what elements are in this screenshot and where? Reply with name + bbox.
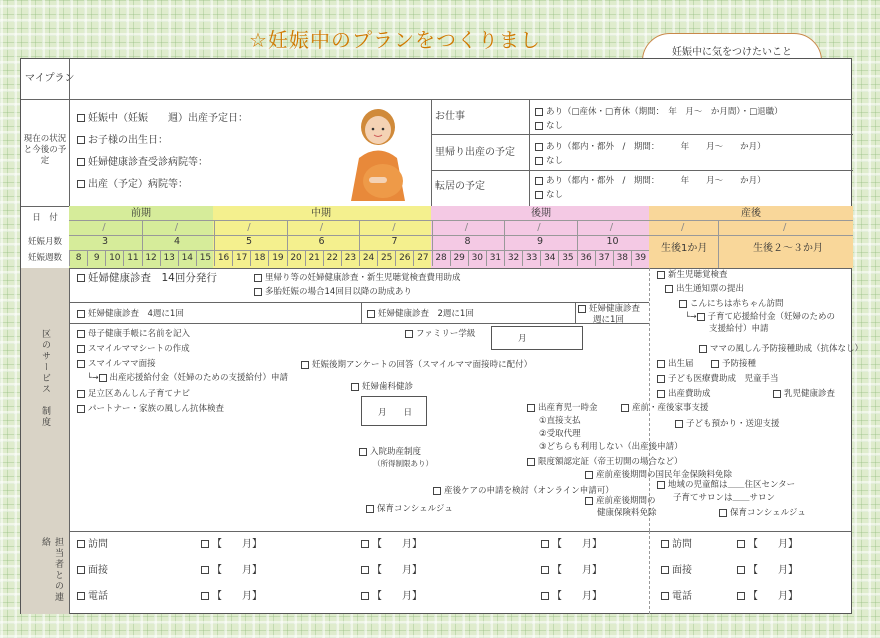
week-cell: 21 <box>305 250 323 266</box>
checkbox[interactable] <box>77 592 85 600</box>
checkbox[interactable] <box>679 300 687 308</box>
contact-method: 訪問 <box>88 539 108 550</box>
week-cell: 18 <box>250 250 268 266</box>
date-slash: / <box>319 222 324 233</box>
homecoming-label: 里帰り出産の予定 <box>435 147 515 158</box>
homecoming-no: なし <box>546 156 564 166</box>
checkbox[interactable] <box>621 404 629 412</box>
contact-method: 電話 <box>672 591 692 602</box>
checkup-1w-a: 妊婦健康診査 <box>589 304 641 314</box>
lump-sum-direct: ①直接支払 <box>539 416 581 426</box>
checkbox[interactable] <box>77 274 85 282</box>
work-no: なし <box>546 121 564 131</box>
week-cell: 32 <box>504 250 522 266</box>
week-cell: 19 <box>268 250 286 266</box>
plan-sheet: マイプラン 現在の状況と今後の予定 妊娠中（妊娠 週）出産予定日： お子様の出生日： 妊婦健康診査受診病院等： 出産（予定）病院等： お仕事 あり（□産休・□育休（期間： 年 月～ か月間）・□退職） なし 里帰り出産の予定 あり（都内・都外 / 期間： 年 月～ か月） なし 転居の予定 あり（都内・都外 / 期間： 年 月～ か月） なし 日 付 妊娠月数 妊娠週数 前期 中期 後期 産後 3 4 5 6 7 8 9 10 生後1か月 生後２～３か月 8 9 10 11 12 13 14 15 16 17 18 19 20 21 22 23 24 25 26 27 28 29 30 31 32 33 34 35 36 37 38 39 / / / / / / / / / / 区のサービス 制度 妊婦健康診査 14回分発行 里帰り等の妊婦健康診査・新生児聴覚検査費用助成 多胎妊娠の場合14回目以降の助成あり 妊婦健康診査 4週に1回 妊婦健康診査 2週に1回 妊婦健康診査 週に1回 母子健康手帳に名前を記入 スマイルママシートの作成 スマイルママ面接 └→ 出産応援給付金（妊婦のための支援給付）申請 足立区あんしん子育てナビ パートナー・家族の風しん抗体検査 ファミリー学級 月 妊娠後期アンケートの回答（スマイルママ面接時に配付） 妊婦歯科健診 月 日 入院助産制度 （所得制限あり） 保育コンシェルジュ 産後ケアの申請を検討（オンライン申請可） 出産育児一時金 ①直接支払 ②受取代理 ③どちらも利用しない（出産後申請） 限度額認定証（帝王切開の場合など） 産前・産後家事支援 産前産後期間の国民年金保険料免除 産前産後期間の 健康保険料免除 新生児聴覚検査 出生通知票の提出 こんにちは赤ちゃん訪問 └→ 子育て応援給付金（妊婦のための 支援給付）申請 ママの風しん予防接種助成（抗体なし） 出生届 予防接種 子ども医療費助成 児童手当 出産費助成 乳児健康診査 子ども預かり・送迎支援 地域の児童館は＿＿住区センター 子育てサロンは＿＿サロン 保育コンシェルジュ 担当者との連絡 訪問 【 月】 【 月】 【 月】 訪問 【 月】 面接 【 月】 【 月】 【 月】 面接 【 月】 電話 【 月】 【 月】 【 月】 電話 【 月】 <box>20 58 852 614</box>
checkbox[interactable] <box>541 566 549 574</box>
checkbox[interactable] <box>675 420 683 428</box>
date-slash: / <box>783 222 787 233</box>
week-cell: 29 <box>450 250 468 266</box>
period-late: 後期 <box>531 208 551 219</box>
month-3: 3 <box>101 236 109 247</box>
checkbox[interactable] <box>661 540 669 548</box>
checkup-hospital: 妊婦健康診査受診病院等： <box>88 157 208 168</box>
work-label: お仕事 <box>435 111 465 122</box>
late-survey: 妊娠後期アンケートの回答（スマイルママ面接時に配付） <box>312 360 533 370</box>
checkbox[interactable] <box>301 361 309 369</box>
week-cell: 26 <box>395 250 413 266</box>
date-slash: / <box>102 222 106 233</box>
checkbox[interactable] <box>657 481 665 489</box>
contact-month: 【 月】 <box>212 539 262 550</box>
date-slash: / <box>392 222 396 233</box>
week-cell: 9 <box>87 250 105 266</box>
birth-cost-aid: 出産費助成 <box>668 389 711 399</box>
contact-month: 【 月】 <box>372 539 422 550</box>
birth-lump-sum: 出産育児一時金 <box>538 403 598 413</box>
checkbox[interactable] <box>77 180 85 188</box>
contact-month: 【 月】 <box>212 565 262 576</box>
checkbox[interactable] <box>535 143 543 151</box>
month-7: 7 <box>391 236 398 247</box>
checkbox[interactable] <box>77 360 85 368</box>
partner-rubella: パートナー・家族の風しん抗体検査 <box>88 404 225 414</box>
moving-no: なし <box>546 190 564 200</box>
checkup-2w: 妊婦健康診査 2週に1回 <box>378 309 474 319</box>
checkbox[interactable] <box>541 592 549 600</box>
week-cell: 12 <box>142 250 160 266</box>
newborn-hearing: 新生児聴覚検査 <box>668 270 728 280</box>
baby-visit: こんにちは赤ちゃん訪問 <box>690 299 784 309</box>
checkbox[interactable] <box>578 305 586 313</box>
multiple-pregnancy: 多胎妊娠の場合14回目以降の助成あり <box>265 287 412 297</box>
period-post: 産後 <box>741 208 761 219</box>
checkbox[interactable] <box>201 566 209 574</box>
checkbox[interactable] <box>737 592 745 600</box>
month-5: 5 <box>245 236 253 247</box>
work-yes: あり（□産休・□育休（期間： 年 月～ か月間）・□退職） <box>546 107 783 117</box>
date-slash: / <box>247 222 251 233</box>
checkbox[interactable] <box>737 566 745 574</box>
contact-method: 面接 <box>672 565 692 576</box>
checkbox[interactable] <box>405 330 413 338</box>
month-9: 9 <box>536 236 544 247</box>
children-hall-2: 子育てサロンは＿＿サロン <box>673 493 776 503</box>
checkup-1w-b: 週に1回 <box>593 315 624 325</box>
current-status-label: 現在の状況と今後の予定 <box>23 134 67 166</box>
checkbox[interactable] <box>433 487 441 495</box>
contact-month: 【 月】 <box>748 591 798 602</box>
child-care-transport: 子ども預かり・送迎支援 <box>686 419 780 429</box>
checkbox[interactable] <box>719 509 727 517</box>
contact-month: 【 月】 <box>372 565 422 576</box>
housework-support: 産前・産後家事支援 <box>632 403 709 413</box>
childcare-concierge-1: 保育コンシェルジュ <box>377 504 453 514</box>
pension-exemption: 産前産後期間の国民年金保険料免除 <box>596 470 733 480</box>
checkbox[interactable] <box>697 313 705 321</box>
dental-checkup: 妊婦歯科健診 <box>362 382 414 392</box>
checkbox[interactable] <box>201 592 209 600</box>
checkbox[interactable] <box>351 383 359 391</box>
week-cell: 17 <box>232 250 250 266</box>
checkbox[interactable] <box>535 191 543 199</box>
checkbox[interactable] <box>585 497 593 505</box>
week-cell: 27 <box>413 250 431 266</box>
month-6: 6 <box>318 236 325 247</box>
checkbox[interactable] <box>77 310 85 318</box>
child-birthday: お子様の出生日： <box>88 135 168 146</box>
childcare-grant: 子育て応援給付金（妊婦のための <box>707 312 836 322</box>
week-cell: 30 <box>468 250 486 266</box>
hospital-subsidy: 入院助産制度 <box>370 447 422 457</box>
date-slash: / <box>609 222 614 233</box>
homecoming-checkup: 里帰り等の妊婦健康診査・新生児聴覚検査費用助成 <box>265 273 461 283</box>
date-label: 日 付 <box>32 213 58 223</box>
week-cell: 23 <box>341 250 359 266</box>
date-slash: / <box>174 222 179 233</box>
checkbox[interactable] <box>535 157 543 165</box>
week-cell: 10 <box>105 250 123 266</box>
tip-line-1: 妊娠中に気をつけたいこと <box>672 47 792 58</box>
week-cell: 38 <box>613 250 631 266</box>
ward-services-label: 区のサービス 制度 <box>40 329 50 428</box>
checkbox[interactable] <box>77 405 85 413</box>
checkbox[interactable] <box>367 310 375 318</box>
postpartum-2-3-months: 生後２～３か月 <box>753 243 823 254</box>
contact-month: 【 月】 <box>552 565 602 576</box>
checkbox[interactable] <box>77 330 85 338</box>
my-plan-field[interactable] <box>69 59 853 99</box>
checkbox[interactable] <box>77 114 85 122</box>
week-cell: 15 <box>196 250 214 266</box>
week-cell: 33 <box>522 250 540 266</box>
postpartum-care-online: 産後ケアの申請を検討（オンライン申請可） <box>444 486 614 496</box>
week-cell: 34 <box>540 250 558 266</box>
week-cell: 22 <box>323 250 341 266</box>
birth-notice: 出生通知票の提出 <box>676 284 745 294</box>
checkbox[interactable] <box>535 122 543 130</box>
date-slash: / <box>464 222 469 233</box>
my-plan-label: マイプラン <box>25 73 75 84</box>
week-cell: 39 <box>631 250 649 266</box>
checkbox[interactable] <box>254 288 262 296</box>
checkbox[interactable] <box>665 285 673 293</box>
week-cell: 36 <box>577 250 595 266</box>
health-insurance-exemption-1: 産前産後期間の <box>596 496 656 506</box>
week-cell: 31 <box>486 250 504 266</box>
childcare-concierge-2: 保育コンシェルジュ <box>730 508 806 518</box>
month-8: 8 <box>464 236 471 247</box>
lump-sum-none: ③どちらも利用しない（出産後申請） <box>539 442 683 452</box>
week-cell: 8 <box>69 250 87 266</box>
checkbox[interactable] <box>359 448 367 456</box>
checkbox[interactable] <box>699 345 707 353</box>
vaccination: 予防接種 <box>722 359 757 369</box>
hospital-subsidy-note: （所得制限あり） <box>373 459 433 468</box>
checkbox[interactable] <box>77 345 85 353</box>
date-slash: / <box>537 222 541 233</box>
pregnant-mother-illustration <box>343 103 413 203</box>
child-medical: 子ども医療費助成 児童手当 <box>668 374 779 384</box>
checkup-4w: 妊婦健康診査 4週に1回 <box>88 309 184 319</box>
pregnancy-due-date: 妊娠中（妊娠 週）出産予定日： <box>88 113 248 124</box>
health-insurance-exemption-2: 健康保険料免除 <box>597 508 657 518</box>
postpartum-1-month: 生後1か月 <box>661 243 708 254</box>
checkbox[interactable] <box>77 566 85 574</box>
contact-method: 訪問 <box>672 539 692 550</box>
contact-month: 【 月】 <box>748 565 798 576</box>
contact-month: 【 月】 <box>748 539 798 550</box>
weeks-label: 妊娠週数 <box>27 253 62 263</box>
checkbox[interactable] <box>737 540 745 548</box>
contact-method: 面接 <box>88 565 108 576</box>
class-month-unit: 月 <box>518 334 527 344</box>
contact-month: 【 月】 <box>212 591 262 602</box>
lump-sum-proxy: ②受取代理 <box>539 429 581 439</box>
children-hall: 地域の児童館は＿＿住区センター <box>668 480 796 490</box>
checkbox[interactable] <box>773 390 781 398</box>
checkbox[interactable] <box>535 108 543 116</box>
moving-label: 転居の予定 <box>435 181 485 192</box>
checkbox[interactable] <box>77 390 85 398</box>
checkbox[interactable] <box>361 566 369 574</box>
adachi-navi: 足立区あんしん子育てナビ <box>88 389 191 399</box>
week-cell: 14 <box>178 250 196 266</box>
contact-month: 【 月】 <box>552 591 602 602</box>
checkbox[interactable] <box>366 505 374 513</box>
dental-date-field[interactable] <box>361 396 427 426</box>
week-cell: 16 <box>214 250 232 266</box>
page-title: ☆妊娠中のプランをつくりまし <box>249 28 541 52</box>
checkbox[interactable] <box>361 540 369 548</box>
checkbox[interactable] <box>711 360 719 368</box>
checkbox[interactable] <box>361 592 369 600</box>
month-4: 4 <box>173 236 181 247</box>
week-cell: 24 <box>359 250 377 266</box>
checkbox[interactable] <box>254 274 262 282</box>
checkbox[interactable] <box>201 540 209 548</box>
homecoming-yes: あり（都内・都外 / 期間： 年 月～ か月） <box>546 142 766 152</box>
period-early: 前期 <box>131 208 151 219</box>
checkbox[interactable] <box>541 540 549 548</box>
limit-certificate: 限度額認定証（帝王切開の場合など） <box>538 457 683 467</box>
contact-month: 【 月】 <box>372 591 422 602</box>
birth-registration: 出生届 <box>668 359 694 369</box>
contact-month: 【 月】 <box>552 539 602 550</box>
childcare-grant-2: 支援給付）申請 <box>709 324 769 334</box>
checkbox[interactable] <box>661 566 669 574</box>
checkup-14: 妊婦健康診査 14回分発行 <box>88 272 217 284</box>
checkbox[interactable] <box>657 390 665 398</box>
checkbox[interactable] <box>99 374 107 382</box>
contact-label: 担当者との連絡 <box>40 537 63 603</box>
smile-sheet: スマイルママシートの作成 <box>88 344 190 354</box>
week-cell: 20 <box>287 250 305 266</box>
contact-method: 電話 <box>88 591 108 602</box>
handbook-name: 母子健康手帳に名前を記入 <box>88 329 191 339</box>
checkbox[interactable] <box>661 592 669 600</box>
date-slash: / <box>681 222 685 233</box>
smile-interview: スマイルママ面接 <box>88 359 156 369</box>
mama-rubella: ママの風しん予防接種助成（抗体なし） <box>710 344 864 354</box>
checkbox[interactable] <box>657 360 665 368</box>
dental-date-units: 月 日 <box>378 408 413 418</box>
period-mid: 中期 <box>311 208 331 219</box>
week-cell: 37 <box>595 250 613 266</box>
checkbox[interactable] <box>657 271 665 279</box>
moving-yes: あり（都内・都外 / 期間： 年 月～ か月） <box>546 176 766 186</box>
checkbox[interactable] <box>527 458 535 466</box>
checkbox[interactable] <box>535 177 543 185</box>
family-class: ファミリー学級 <box>416 329 476 339</box>
months-label: 妊娠月数 <box>27 237 62 247</box>
week-cell: 28 <box>432 250 450 266</box>
month-10: 10 <box>606 236 619 247</box>
checkbox[interactable] <box>77 540 85 548</box>
checkbox[interactable] <box>77 136 85 144</box>
checkbox[interactable] <box>527 404 535 412</box>
checkbox[interactable] <box>585 471 593 479</box>
birth-support-grant: 出産応援給付金（妊婦のための支援給付）申請 <box>109 373 289 383</box>
checkbox[interactable] <box>657 375 665 383</box>
week-cell: 25 <box>377 250 395 266</box>
week-cell: 11 <box>123 250 141 266</box>
week-cell: 35 <box>558 250 576 266</box>
birth-hospital: 出産（予定）病院等： <box>88 179 188 190</box>
week-cell: 13 <box>160 250 178 266</box>
checkbox[interactable] <box>77 158 85 166</box>
infant-checkup: 乳児健康診査 <box>784 389 836 399</box>
class-date-field[interactable] <box>491 326 583 350</box>
